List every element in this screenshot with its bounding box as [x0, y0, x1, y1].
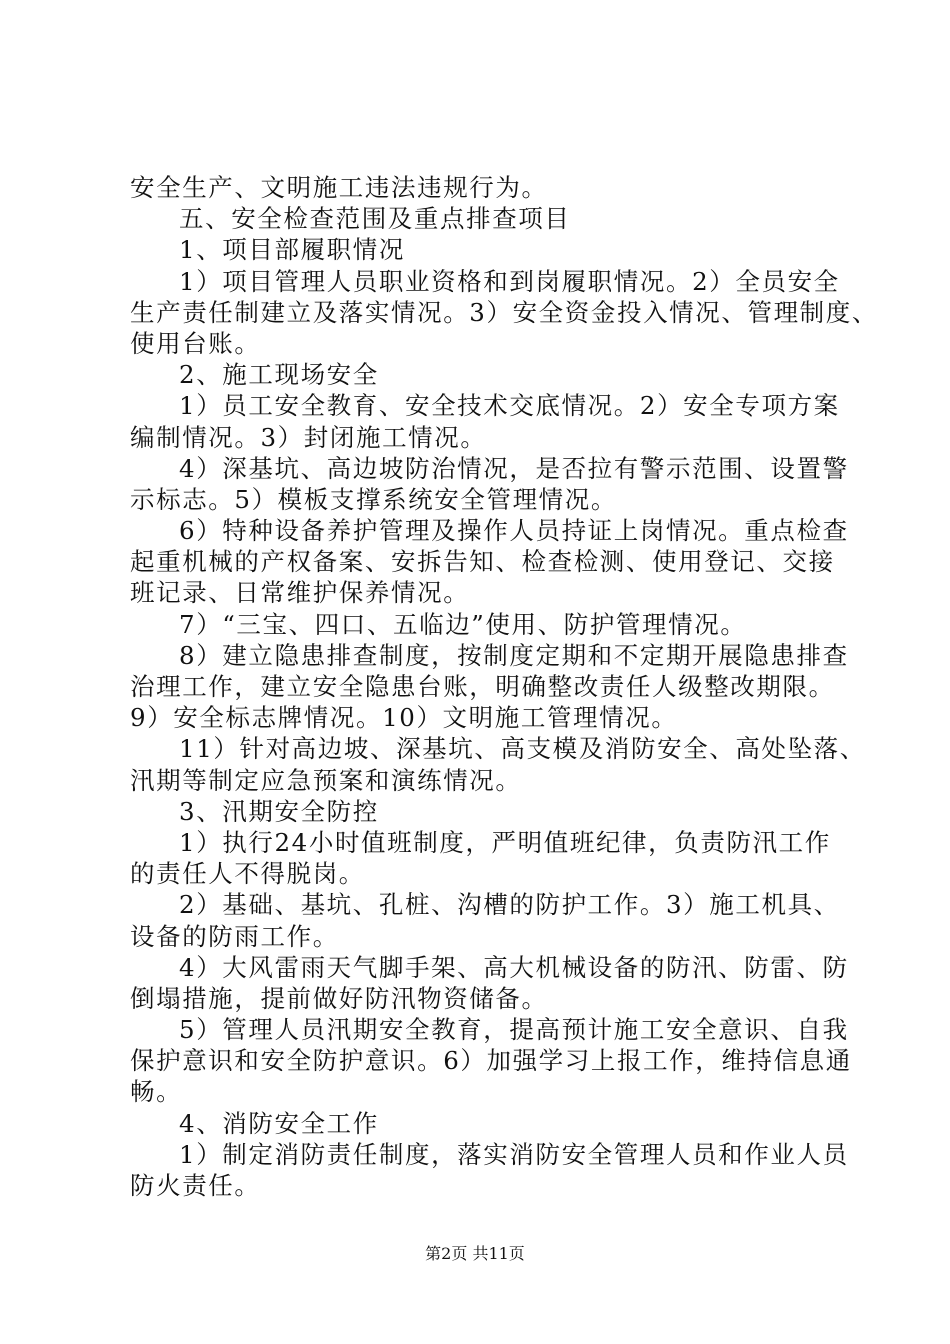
document-body — [130, 172, 878, 1201]
text-line: 五、安全检查范围及重点排查项目 — [179, 204, 571, 234]
text-line: 1）项目管理人员职业资格和到岗履职情况。2）全员安全 — [179, 266, 840, 296]
text-line: 保护意识和安全防护意识。6）加强学习上报工作，维持信息通 — [130, 1046, 852, 1076]
text-line: 4）大风雷雨天气脚手架、高大机械设备的防汛、防雷、防 — [179, 952, 849, 982]
text-line: 1）执行24小时值班制度，严明值班纪律，负责防汛工作 — [179, 827, 831, 857]
text-line: 汛期等制定应急预案和演练情况。 — [130, 765, 522, 795]
text-line: 7）“三宝、四口、五临边”使用、防护管理情况。 — [179, 609, 747, 639]
text-line: 4、消防安全工作 — [179, 1108, 379, 1138]
text-line: 倒塌措施，提前做好防汛物资储备。 — [130, 983, 548, 1013]
text-line: 的责任人不得脱岗。 — [130, 859, 365, 889]
text-line: 4）深基坑、高边坡防治情况，是否拉有警示范围、设置警 — [179, 453, 849, 483]
text-line: 8）建立隐患排查制度，按制度定期和不定期开展隐患排查 — [179, 640, 849, 670]
text-line: 编制情况。3）封闭施工情况。 — [130, 422, 487, 452]
text-line: 3、汛期安全防控 — [179, 796, 379, 826]
text-line: 9）安全标志牌情况。10）文明施工管理情况。 — [130, 703, 678, 733]
page-number-footer: 第2页 共11页 — [425, 1244, 525, 1263]
text-line: 班记录、日常维护保养情况。 — [130, 578, 470, 608]
text-line: 1）制定消防责任制度，落实消防安全管理人员和作业人员 — [179, 1139, 849, 1169]
text-line: 1、项目部履职情况 — [179, 235, 405, 265]
text-line: 1）员工安全教育、安全技术交底情况。2）安全专项方案 — [179, 391, 840, 421]
text-line: 起重机械的产权备案、安拆告知、检查检测、使用登记、交接 — [130, 547, 835, 577]
text-line: 2、施工现场安全 — [179, 360, 379, 390]
text-line: 防火责任。 — [130, 1171, 261, 1200]
text-line: 5）管理人员汛期安全教育，提高预计施工安全意识、自我 — [179, 1015, 849, 1045]
text-line: 治理工作，建立安全隐患台账，明确整改责任人级整改期限。 — [130, 672, 835, 701]
text-line: 2）基础、基坑、孔桩、沟槽的防护工作。3）施工机具、 — [179, 890, 840, 920]
text-line: 生产责任制建立及落实情况。3）安全资金投入情况、管理制度、 — [130, 297, 878, 327]
text-line: 示标志。5）模板支撑系统安全管理情况。 — [130, 484, 617, 514]
text-line: 6）特种设备养护管理及操作人员持证上岗情况。重点检查 — [179, 516, 849, 546]
text-line: 安全生产、文明施工违法违规行为。 — [130, 173, 548, 202]
text-line: 使用台账。 — [130, 328, 261, 358]
text-line: 畅。 — [130, 1077, 183, 1107]
text-line: 11）针对高边坡、深基坑、高支模及消防安全、高处坠落、 — [179, 734, 866, 764]
text-line: 设备的防雨工作。 — [130, 921, 339, 951]
